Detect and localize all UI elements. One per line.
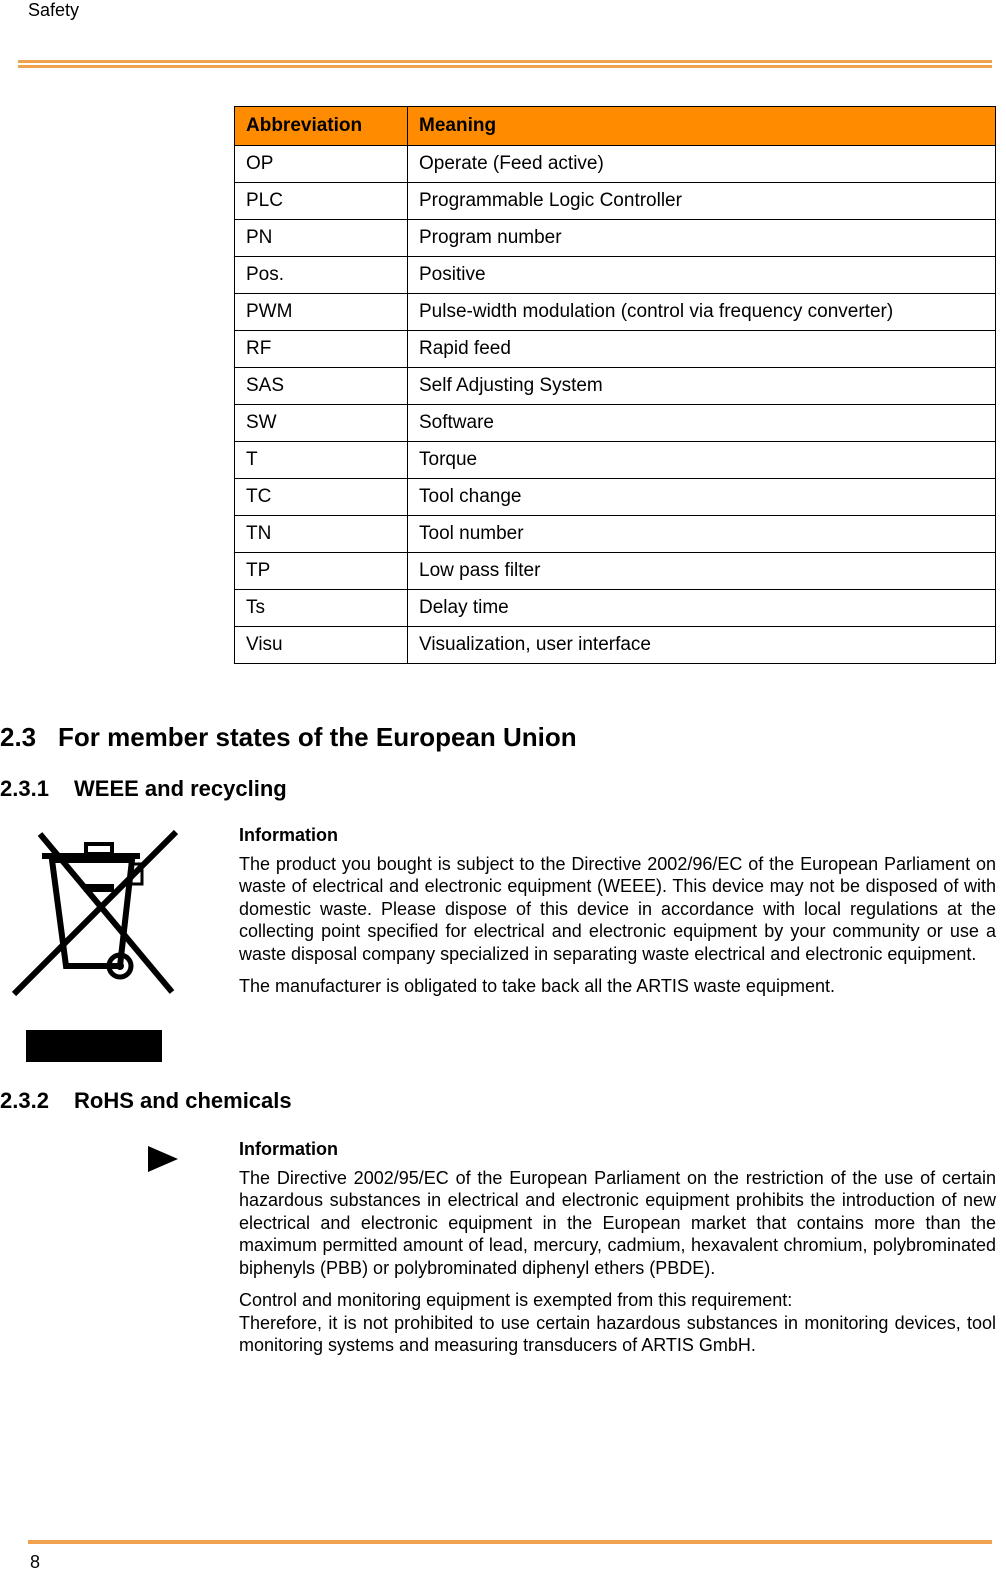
abbreviation-cell: PN <box>235 220 408 257</box>
page-number: 8 <box>30 1552 41 1572</box>
table-row <box>235 146 996 183</box>
section-title: For member states of the European Union <box>58 722 577 752</box>
meaning-cell: Tool change <box>408 479 996 516</box>
abbreviation-cell: SAS <box>235 368 408 405</box>
table-row <box>235 479 996 516</box>
meaning-cell: Delay time <box>408 590 996 627</box>
table-row <box>235 331 996 368</box>
section-number: 2.3 <box>0 722 37 752</box>
meaning-cell: Program number <box>408 220 996 257</box>
table-row <box>235 220 996 257</box>
section-heading-2-3-2 <box>0 1088 292 1114</box>
meaning-cell: Software <box>408 405 996 442</box>
meaning-cell: Pulse-width modulation (control via frequency converter) <box>408 294 996 331</box>
header-section-title: Safety <box>28 0 80 20</box>
meaning-cell: Self Adjusting System <box>408 368 996 405</box>
header-rule <box>18 60 992 70</box>
meaning-cell: Programmable Logic Controller <box>408 183 996 220</box>
section-number: 2.3.2 <box>0 1088 49 1113</box>
abbreviation-cell: SW <box>235 405 408 442</box>
section-title: WEEE and recycling <box>74 776 287 801</box>
weee-paragraph: The manufacturer is obligated to take back all the ARTIS waste equipment. <box>239 976 835 996</box>
table-row <box>235 294 996 331</box>
meaning-cell: Operate (Feed active) <box>408 146 996 183</box>
meaning-cell: Low pass filter <box>408 553 996 590</box>
section-heading-2-3-1 <box>0 776 287 802</box>
weee-information-block <box>239 824 996 1008</box>
footer-rule <box>28 1540 992 1544</box>
rohs-paragraph: The Directive 2002/95/EC of the European Parliament on the restriction of the use of certain hazardous substances in electrical and electronic equipment prohibits the introduction of new electrical and electronic equipment in the European market that contains more than the maximum permitted amount of lead, mercury, cadmium, hexavalent chromium, polybrominated biphenyls (PBB) or polybrominated diphenyl ethers (PBDE). <box>239 1167 996 1278</box>
abbreviation-cell: TC <box>235 479 408 516</box>
abbreviation-cell: TP <box>235 553 408 590</box>
abbreviation-cell: Visu <box>235 627 408 664</box>
crossed-out-wheelie-bin-icon <box>8 824 180 1064</box>
abbreviation-cell: PWM <box>235 294 408 331</box>
section-title: RoHS and chemicals <box>74 1088 292 1113</box>
weee-paragraph: The product you bought is subject to the Directive 2002/96/EC of the European Parliament on waste of electrical and electronic equipment (WEEE). This device may not be disposed of with domestic waste. Please dispose of this device in accordance with local regulations at the collecting point specified for electrical and electronic equipment by your community or use a waste disposal company specialized in separating waste electrical and electronic equipment. <box>239 853 996 964</box>
table-row <box>235 553 996 590</box>
information-label: Information <box>239 1139 338 1159</box>
abbreviation-cell: OP <box>235 146 408 183</box>
abbreviation-cell: PLC <box>235 183 408 220</box>
meaning-cell: Positive <box>408 257 996 294</box>
table-row <box>235 368 996 405</box>
meaning-cell: Rapid feed <box>408 331 996 368</box>
meaning-cell: Visualization, user interface <box>408 627 996 664</box>
rohs-information-block <box>239 1138 996 1367</box>
table-row <box>235 183 996 220</box>
table-row <box>235 405 996 442</box>
section-number: 2.3.1 <box>0 776 49 801</box>
rohs-paragraph: Therefore, it is not prohibited to use certain hazardous substances in monitoring devices, tool monitoring systems and measuring transducers of ARTIS GmbH. <box>239 1312 996 1355</box>
meaning-cell: Torque <box>408 442 996 479</box>
table-row <box>235 257 996 294</box>
table-row <box>235 442 996 479</box>
meaning-cell: Tool number <box>408 516 996 553</box>
abbreviation-cell: TN <box>235 516 408 553</box>
abbreviation-cell: Pos. <box>235 257 408 294</box>
table-header-row <box>235 107 996 146</box>
table-row <box>235 627 996 664</box>
abbreviation-cell: Ts <box>235 590 408 627</box>
column-header-abbreviation: Abbreviation <box>235 107 408 146</box>
rohs-paragraph: Control and monitoring equipment is exempted from this requirement: <box>239 1290 793 1310</box>
abbreviation-table <box>234 106 996 664</box>
play-arrow-icon <box>148 1146 178 1172</box>
table-row <box>235 516 996 553</box>
abbreviation-cell: RF <box>235 331 408 368</box>
table-row <box>235 590 996 627</box>
abbreviation-cell: T <box>235 442 408 479</box>
information-label: Information <box>239 825 338 845</box>
column-header-meaning: Meaning <box>408 107 996 146</box>
section-heading-2-3 <box>0 722 577 753</box>
